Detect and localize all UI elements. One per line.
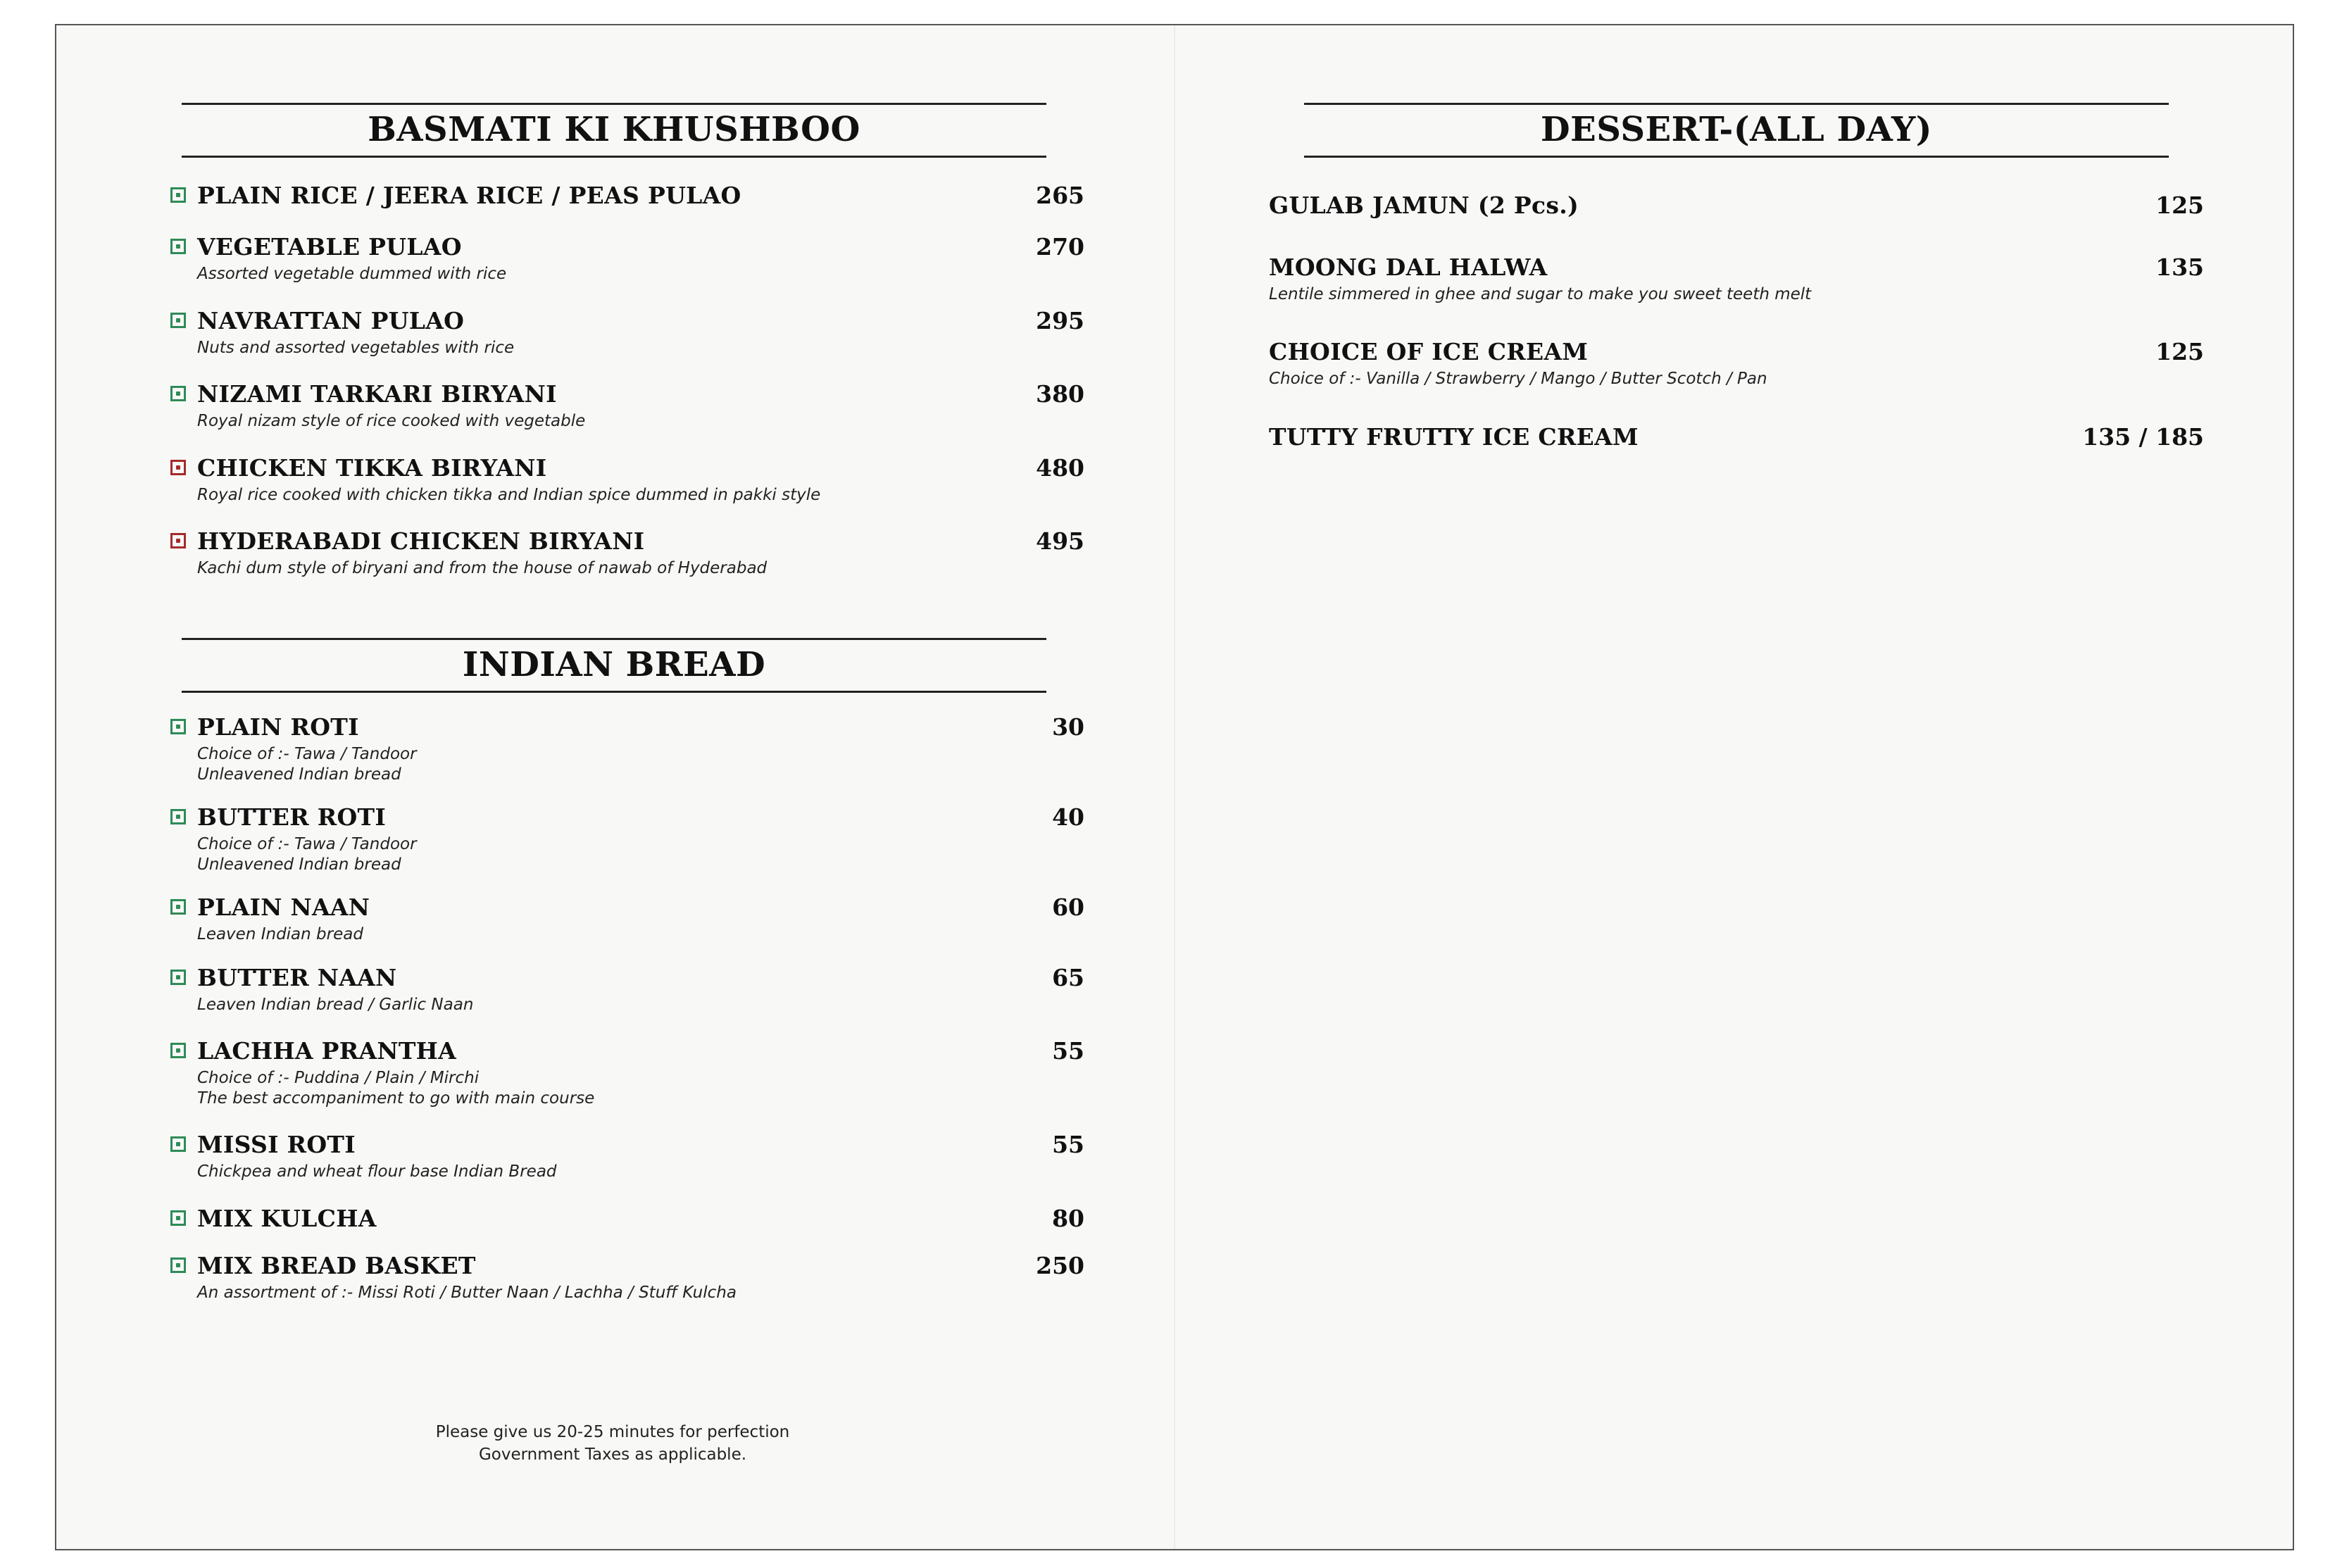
item-description: Royal rice cooked with chicken tikka and Indian spice dummed in pakki style <box>197 486 821 504</box>
item-name: TUTTY FRUTTY ICE CREAM <box>1269 423 1639 451</box>
footer-note: Please give us 20-25 minutes for perfection <box>435 1423 790 1441</box>
item-name: BUTTER NAAN <box>197 964 397 991</box>
item-name: NAVRATTAN PULAO <box>197 307 465 334</box>
veg-icon <box>170 239 186 254</box>
item-price: 295 <box>1036 307 1084 334</box>
item-name: BUTTER ROTI <box>197 803 387 831</box>
item-price: 55 <box>1052 1037 1084 1065</box>
item-description: Leaven Indian bread <box>197 925 363 943</box>
veg-icon <box>170 1043 186 1058</box>
item-description: Kachi dum style of biryani and from the house of nawab of Hyderabad <box>197 559 768 577</box>
veg-icon <box>170 187 186 203</box>
footer-tax-note: Government Taxes as applicable. <box>478 1445 747 1464</box>
item-description: An assortment of :- Missi Roti / Butter Naan / Lachha / Stuff Kulcha <box>197 1284 737 1302</box>
veg-icon <box>170 899 186 915</box>
nonveg-icon <box>170 533 186 548</box>
section-header-dessert <box>1304 103 2169 158</box>
item-price: 65 <box>1052 964 1084 991</box>
nonveg-icon <box>170 460 186 475</box>
item-price: 135 / 185 <box>2082 423 2204 451</box>
item-description: Unleavened Indian bread <box>197 765 401 784</box>
item-name: PLAIN ROTI <box>197 713 359 741</box>
item-price: 270 <box>1036 233 1084 261</box>
section-header-bread <box>182 638 1046 693</box>
veg-icon <box>170 1136 186 1152</box>
item-description: Chickpea and wheat flour base Indian Bread <box>197 1162 557 1181</box>
item-price: 55 <box>1052 1131 1084 1158</box>
item-description: Nuts and assorted vegetables with rice <box>197 339 515 357</box>
veg-icon <box>170 970 186 985</box>
item-description: Choice of :- Tawa / Tandoor <box>197 745 417 763</box>
item-price: 125 <box>2155 338 2204 365</box>
veg-icon <box>170 719 186 734</box>
item-description: Leaven Indian bread / Garlic Naan <box>197 996 474 1014</box>
veg-icon <box>170 809 186 824</box>
veg-icon <box>170 1210 186 1226</box>
page-fold <box>1174 25 1175 1549</box>
item-description: The best accompaniment to go with main course <box>197 1089 595 1108</box>
item-price: 40 <box>1052 803 1084 831</box>
item-price: 60 <box>1052 893 1084 921</box>
item-description: Choice of :- Vanilla / Strawberry / Mango / Butter Scotch / Pan <box>1269 370 1767 388</box>
item-description: Choice of :- Puddina / Plain / Mirchi <box>197 1069 480 1087</box>
item-price: 30 <box>1052 713 1084 741</box>
item-description: Unleavened Indian bread <box>197 855 401 874</box>
item-name: MOONG DAL HALWA <box>1269 253 1548 281</box>
item-name: LACHHA PRANTHA <box>197 1037 457 1065</box>
item-price: 265 <box>1036 182 1084 209</box>
section-header-rice <box>182 103 1046 158</box>
item-price: 135 <box>2155 253 2204 281</box>
item-price: 80 <box>1052 1205 1084 1232</box>
item-name: MISSI ROTI <box>197 1131 356 1158</box>
item-name: CHOICE OF ICE CREAM <box>1269 338 1589 365</box>
item-description: Royal nizam style of rice cooked with vegetable <box>197 412 586 430</box>
item-name: CHICKEN TIKKA BIRYANI <box>197 454 547 482</box>
veg-icon <box>170 313 186 328</box>
item-price: 495 <box>1036 527 1084 555</box>
menu-footer <box>338 1421 887 1466</box>
item-description: Choice of :- Tawa / Tandoor <box>197 835 417 853</box>
item-name: VEGETABLE PULAO <box>197 233 462 261</box>
item-name: PLAIN RICE / JEERA RICE / PEAS PULAO <box>197 182 741 209</box>
section-title: BASMATI KI KHUSHBOO <box>368 110 860 149</box>
item-name: MIX BREAD BASKET <box>197 1252 476 1279</box>
item-description: Assorted vegetable dummed with rice <box>197 265 507 283</box>
item-price: 480 <box>1036 454 1084 482</box>
item-name: GULAB JAMUN (2 Pcs.) <box>1269 192 1579 219</box>
item-name: NIZAMI TARKARI BIRYANI <box>197 380 557 408</box>
item-name: PLAIN NAAN <box>197 893 370 921</box>
item-price: 380 <box>1036 380 1084 408</box>
item-price: 250 <box>1036 1252 1084 1279</box>
section-title: INDIAN BREAD <box>462 645 766 684</box>
item-name: HYDERABADI CHICKEN BIRYANI <box>197 527 645 555</box>
item-price: 125 <box>2155 192 2204 219</box>
veg-icon <box>170 386 186 401</box>
section-title: DESSERT-(ALL DAY) <box>1541 110 1932 149</box>
item-description: Lentile simmered in ghee and sugar to make you sweet teeth melt <box>1269 285 1812 303</box>
veg-icon <box>170 1257 186 1273</box>
item-name: MIX KULCHA <box>197 1205 377 1232</box>
